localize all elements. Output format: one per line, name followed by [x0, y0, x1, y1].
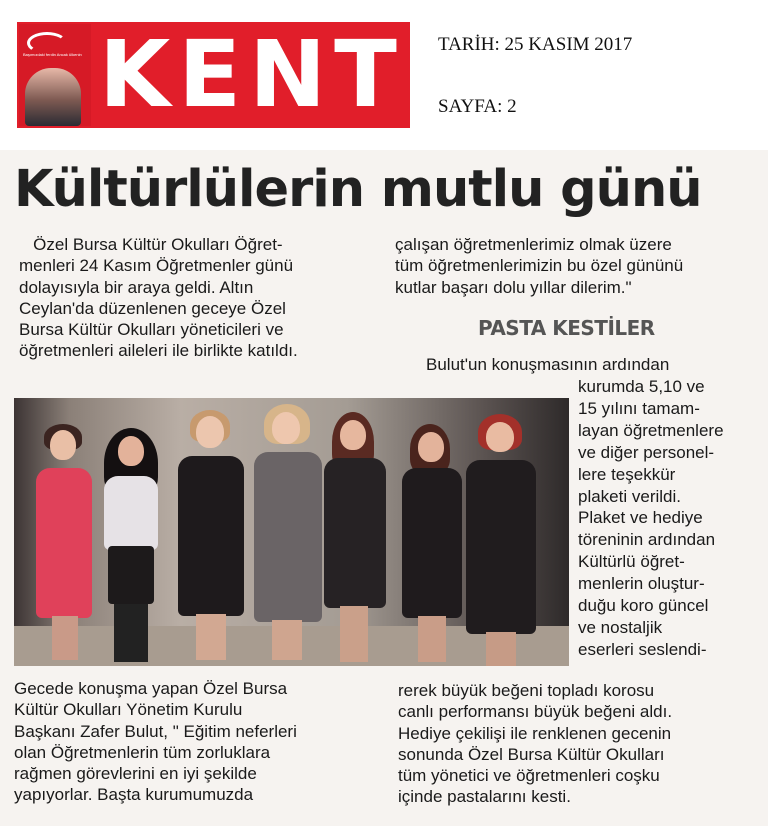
text-line: eserleri seslendi-	[578, 639, 707, 659]
text-line: Hediye çekilişi ile renklenen gecenin	[398, 723, 672, 743]
date-line: TARİH: 25 KASIM 2017	[438, 34, 633, 55]
column-1-top	[19, 234, 298, 362]
page-line: SAYFA: 2	[438, 96, 517, 117]
text-line: 15 yılını tamam-	[578, 398, 700, 418]
teachers-group-photo	[14, 398, 569, 666]
column-2-intro	[426, 354, 669, 375]
kent-newspaper-logo	[17, 22, 410, 128]
text-line: olan Öğretmenlerin tüm zorluklara	[14, 742, 271, 762]
text-line: Kültürlü öğret-	[578, 552, 685, 572]
text-line: dolayısıyla bir araya geldi. Altın	[19, 277, 254, 297]
text-line: plaketi verildi.	[578, 486, 681, 506]
subheading: PASTA KESTİLER	[478, 316, 655, 340]
portrait-image	[25, 68, 81, 126]
text-line: layan öğretmenlere	[578, 420, 724, 440]
text-line: duğu koro güncel	[578, 596, 709, 616]
text-line: yapıyorlar. Başta kurumumuzda	[14, 785, 254, 805]
text-line: menleri 24 Kasım Öğretmenler günü	[19, 256, 294, 276]
article-headline: Kültürlülerin mutlu günü	[14, 160, 702, 219]
logo-subtext: Başımızdaki ferdin Ancak ülkenin	[23, 52, 82, 57]
text-line: menlerin oluştur-	[578, 574, 705, 594]
text-line: Kültür Okulları Yönetim Kurulu	[14, 700, 243, 720]
text-line: Plaket ve hediye	[578, 508, 703, 528]
swoosh-icon	[27, 32, 67, 54]
text-line: ve nostaljik	[578, 617, 663, 637]
text-line: Bulut'un konuşmasının ardından	[426, 355, 670, 374]
newspaper-article	[0, 150, 768, 826]
logo-emblem	[19, 24, 91, 126]
text-line: Başkanı Zafer Bulut, " Eğitim neferleri	[14, 721, 297, 741]
text-line: rağmen görevlerini en iyi şekilde	[14, 764, 257, 784]
text-line: tüm yönetici ve öğretmenleri coşku	[398, 766, 660, 786]
text-line: lere teşekkür	[578, 464, 676, 484]
text-line: tüm öğretmenlerimizin bu özel gününü	[395, 256, 684, 276]
text-line: töreninin ardından	[578, 530, 716, 550]
text-line: Ceylan'da düzenlenen geceye Özel	[19, 298, 286, 318]
text-line: ve diğer personel-	[578, 442, 715, 462]
clipping-header	[0, 0, 768, 148]
text-line: rerek büyük beğeni topladı korosu	[398, 681, 655, 700]
logo-wordmark: KENT	[99, 22, 405, 128]
column-2-top	[395, 234, 683, 298]
text-line: Gecede konuşma yapan Özel Bursa	[14, 679, 288, 698]
text-line: çalışan öğretmenlerimiz olmak üzere	[395, 235, 672, 254]
text-line: canlı performansı büyük beğeni aldı.	[398, 702, 673, 722]
text-line: Özel Bursa Kültür Okulları Öğret-	[19, 235, 283, 254]
text-line: Bursa Kültür Okulları yöneticileri ve	[19, 320, 284, 340]
text-line: öğretmenleri aileleri ile birlikte katıldı.	[19, 341, 298, 361]
text-line: içinde pastalarını kesti.	[398, 787, 571, 807]
column-2-bottom	[398, 680, 672, 808]
column-2-side	[578, 376, 724, 661]
text-line: sonunda Özel Bursa Kültür Okulları	[398, 744, 665, 764]
column-1-bottom	[14, 678, 297, 806]
text-line: kutlar başarı dolu yıllar dilerim."	[395, 277, 632, 297]
text-line: kurumda 5,10 ve	[578, 377, 705, 396]
